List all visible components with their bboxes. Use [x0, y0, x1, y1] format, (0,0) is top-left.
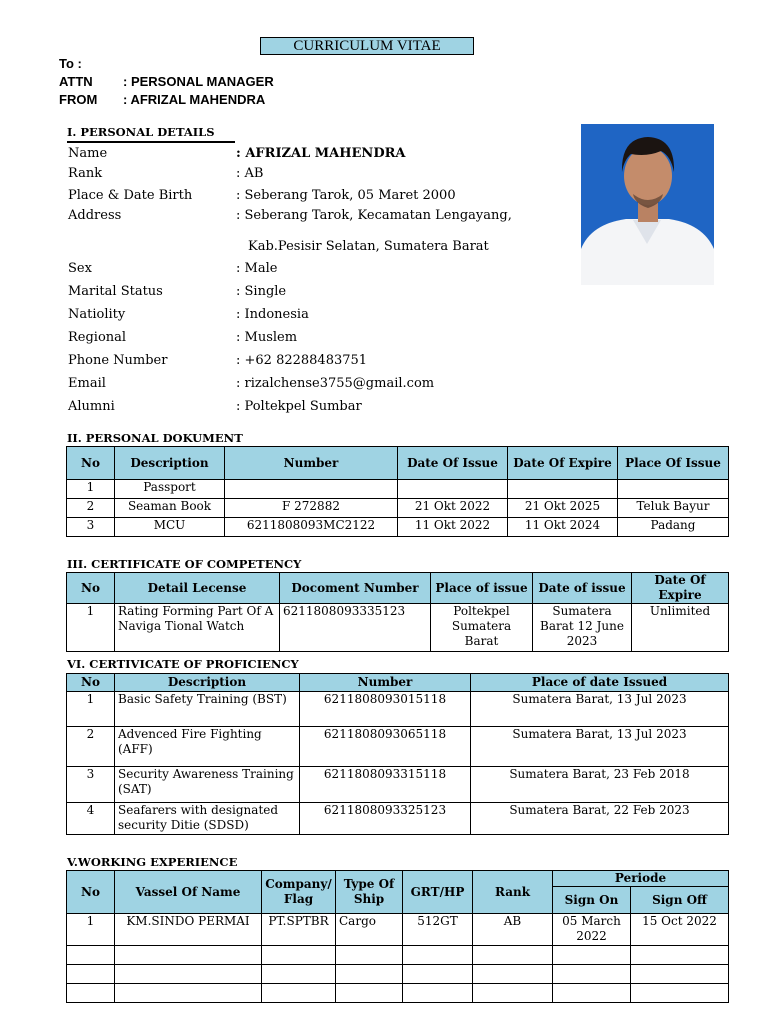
- empty-cell: [115, 946, 262, 965]
- table-cell: 3: [67, 518, 115, 537]
- empty-cell: [553, 984, 631, 1003]
- header-row: [67, 447, 729, 480]
- empty-cell: [631, 946, 729, 965]
- competency-section-title: III. CERTIFICATE OF COMPETENCY: [67, 557, 302, 571]
- empty-cell: [67, 965, 115, 984]
- empty-table-row: [67, 984, 729, 1003]
- table-row: [67, 499, 729, 518]
- empty-cell: [403, 965, 473, 984]
- empty-cell: [115, 965, 262, 984]
- empty-cell: [473, 946, 553, 965]
- table-cell: 2: [67, 727, 115, 767]
- table-cell: Unlimited: [632, 604, 729, 652]
- to-line: To :: [59, 56, 82, 71]
- detail-label: Address: [68, 208, 122, 223]
- detail-value: : Seberang Tarok, Kecamatan Lengayang,: [236, 208, 512, 223]
- detail-value: : AFRIZAL MAHENDRA: [236, 146, 406, 161]
- table-cell: Passport: [115, 480, 225, 499]
- detail-label: Sex: [68, 261, 92, 276]
- detail-value: : AB: [236, 166, 264, 181]
- header-cell: Date Of Issue: [398, 447, 508, 480]
- attn-line: [59, 74, 274, 89]
- detail-label: Email: [68, 376, 106, 391]
- header-cell: No: [67, 674, 115, 692]
- table-cell: [225, 480, 398, 499]
- header-cell: Description: [115, 447, 225, 480]
- header-cell: Date Of Expire: [632, 573, 729, 604]
- detail-row: [68, 166, 263, 181]
- detail-row: [68, 261, 277, 276]
- detail-label: Name: [68, 146, 108, 161]
- empty-cell: [403, 984, 473, 1003]
- detail-value: : Single: [236, 284, 287, 299]
- attn-label: ATTN: [59, 74, 93, 89]
- documents-header-row: [67, 447, 729, 480]
- table-cell: Sumatera Barat, 22 Feb 2023: [471, 803, 729, 835]
- table-cell: 3: [67, 767, 115, 803]
- proficiency-header-row: [67, 674, 729, 692]
- detail-row: [68, 146, 405, 161]
- table-cell: 6211808093315118: [300, 767, 471, 803]
- table-cell: 6211808093325123: [300, 803, 471, 835]
- table-cell: MCU: [115, 518, 225, 537]
- detail-value: : Indonesia: [236, 307, 309, 322]
- table-row: [67, 767, 729, 803]
- table-cell: 15 Oct 2022: [631, 914, 729, 946]
- exp-header-cell: Company/ Flag: [262, 871, 336, 914]
- experience-table: [66, 870, 729, 1003]
- table-row: [67, 604, 729, 652]
- proficiency-table: [66, 673, 729, 835]
- competency-header-row: [67, 573, 729, 604]
- table-row: [67, 692, 729, 727]
- detail-row: [68, 353, 367, 368]
- detail-label: Natiolity: [68, 307, 126, 322]
- table-cell: F 272882: [225, 499, 398, 518]
- table-row: [67, 803, 729, 835]
- section-underline: [67, 141, 235, 143]
- empty-cell: [262, 984, 336, 1003]
- table-row: [67, 480, 729, 499]
- profile-photo: [581, 124, 714, 285]
- exp-header-cell: Rank: [473, 871, 553, 914]
- table-cell: Security Awareness Training (SAT): [115, 767, 300, 803]
- exp-header-cell: No: [67, 871, 115, 914]
- detail-value: Kab.Pesisir Selatan, Sumatera Barat: [248, 239, 489, 254]
- experience-section-title: V.WORKING EXPERIENCE: [67, 855, 238, 869]
- table-cell: 11 Okt 2024: [508, 518, 618, 537]
- person-photo-icon: [581, 124, 714, 285]
- documents-section-title: II. PERSONAL DOKUMENT: [67, 431, 243, 445]
- header-cell: Description: [115, 674, 300, 692]
- table-cell: [618, 480, 729, 499]
- from-label: FROM: [59, 92, 98, 107]
- attn-value: : PERSONAL MANAGER: [123, 74, 274, 89]
- empty-cell: [336, 946, 403, 965]
- header-cell: Docoment Number: [280, 573, 431, 604]
- competency-table: [66, 572, 729, 652]
- empty-cell: [262, 946, 336, 965]
- table-cell: Sumatera Barat 12 June 2023: [533, 604, 632, 652]
- table-row: [67, 518, 729, 537]
- table-cell: Rating Forming Part Of A Naviga Tional Watch: [115, 604, 280, 652]
- empty-cell: [67, 984, 115, 1003]
- detail-row: [68, 284, 286, 299]
- table-cell: 1: [67, 692, 115, 727]
- experience-header: [67, 871, 729, 914]
- detail-value: : Seberang Tarok, 05 Maret 2000: [236, 188, 456, 203]
- detail-value: : rizalchense3755@gmail.com: [236, 376, 435, 391]
- detail-value: : Poltekpel Sumbar: [236, 399, 362, 414]
- detail-value: : +62 82288483751: [236, 353, 368, 368]
- table-cell: Seafarers with designated security Ditie (SDSD): [115, 803, 300, 835]
- document-title: CURRICULUM VITAE: [260, 37, 474, 55]
- table-cell: Basic Safety Training (BST): [115, 692, 300, 727]
- header-cell: Detail Lecense: [115, 573, 280, 604]
- table-cell: Advenced Fire Fighting (AFF): [115, 727, 300, 767]
- detail-label: Phone Number: [68, 353, 168, 368]
- detail-row: [68, 239, 489, 254]
- detail-label: Marital Status: [68, 284, 163, 299]
- header-cell: Place of issue: [431, 573, 533, 604]
- empty-cell: [336, 984, 403, 1003]
- header-cell: Place Of Issue: [618, 447, 729, 480]
- header-cell: No: [67, 573, 115, 604]
- proficiency-section-title: VI. CERTIVICATE OF PROFICIENCY: [67, 657, 299, 671]
- header-cell: Number: [300, 674, 471, 692]
- header-cell: Date Of Expire: [508, 447, 618, 480]
- detail-row: [68, 399, 362, 414]
- detail-value: : Muslem: [236, 330, 298, 345]
- detail-value: : Male: [236, 261, 278, 276]
- from-value: : AFRIZAL MAHENDRA: [123, 92, 266, 107]
- empty-cell: [262, 965, 336, 984]
- table-cell: Poltekpel Sumatera Barat: [431, 604, 533, 652]
- table-cell: 2: [67, 499, 115, 518]
- table-cell: 4: [67, 803, 115, 835]
- exp-header-cell: Type Of Ship: [336, 871, 403, 914]
- empty-cell: [115, 984, 262, 1003]
- detail-label: Alumni: [68, 399, 115, 414]
- table-cell: 21 Okt 2025: [508, 499, 618, 518]
- personal-section-title: I. PERSONAL DETAILS: [67, 125, 215, 139]
- header-row: [67, 674, 729, 692]
- empty-cell: [336, 965, 403, 984]
- table-cell: Sumatera Barat, 13 Jul 2023: [471, 692, 729, 727]
- detail-label: Rank: [68, 166, 103, 181]
- table-cell: 1: [67, 604, 115, 652]
- table-cell: 11 Okt 2022: [398, 518, 508, 537]
- empty-cell: [553, 946, 631, 965]
- from-line: [59, 92, 265, 107]
- table-cell: 21 Okt 2022: [398, 499, 508, 518]
- empty-cell: [631, 984, 729, 1003]
- exp-header-cell: Vassel Of Name: [115, 871, 262, 914]
- empty-table-row: [67, 946, 729, 965]
- detail-row: [68, 208, 512, 223]
- table-cell: AB: [473, 914, 553, 946]
- empty-cell: [403, 946, 473, 965]
- detail-label: Place & Date Birth: [68, 188, 193, 203]
- table-cell: 05 March 2022: [553, 914, 631, 946]
- detail-row: [68, 307, 309, 322]
- table-cell: Padang: [618, 518, 729, 537]
- empty-table-row: [67, 965, 729, 984]
- exp-header-sign-off: Sign Off: [631, 887, 729, 914]
- detail-label: Regional: [68, 330, 127, 345]
- table-cell: 1: [67, 480, 115, 499]
- empty-cell: [553, 965, 631, 984]
- header-cell: Date of issue: [533, 573, 632, 604]
- table-cell: Sumatera Barat, 23 Feb 2018: [471, 767, 729, 803]
- table-row: [67, 914, 729, 946]
- header-row: [67, 573, 729, 604]
- table-cell: 6211808093015118: [300, 692, 471, 727]
- table-cell: Sumatera Barat, 13 Jul 2023: [471, 727, 729, 767]
- empty-cell: [67, 946, 115, 965]
- table-cell: 6211808093065118: [300, 727, 471, 767]
- documents-table: [66, 446, 729, 537]
- table-cell: Cargo: [336, 914, 403, 946]
- empty-cell: [473, 965, 553, 984]
- header-cell: No: [67, 447, 115, 480]
- detail-row: [68, 188, 456, 203]
- table-cell: [398, 480, 508, 499]
- table-cell: 6211808093MC2122: [225, 518, 398, 537]
- header-cell: Place of date Issued: [471, 674, 729, 692]
- table-cell: [508, 480, 618, 499]
- exp-header-sign-on: Sign On: [553, 887, 631, 914]
- exp-header-periode: Periode: [553, 871, 729, 887]
- header-cell: Number: [225, 447, 398, 480]
- table-cell: PT.SPTBR: [262, 914, 336, 946]
- table-cell: KM.SINDO PERMAI: [115, 914, 262, 946]
- exp-header-cell: GRT/HP: [403, 871, 473, 914]
- empty-cell: [631, 965, 729, 984]
- table-cell: Seaman Book: [115, 499, 225, 518]
- empty-cell: [473, 984, 553, 1003]
- table-cell: Teluk Bayur: [618, 499, 729, 518]
- table-cell: 512GT: [403, 914, 473, 946]
- detail-row: [68, 330, 297, 345]
- table-row: [67, 727, 729, 767]
- table-cell: 1: [67, 914, 115, 946]
- table-cell: 6211808093335123: [280, 604, 431, 652]
- detail-row: [68, 376, 434, 391]
